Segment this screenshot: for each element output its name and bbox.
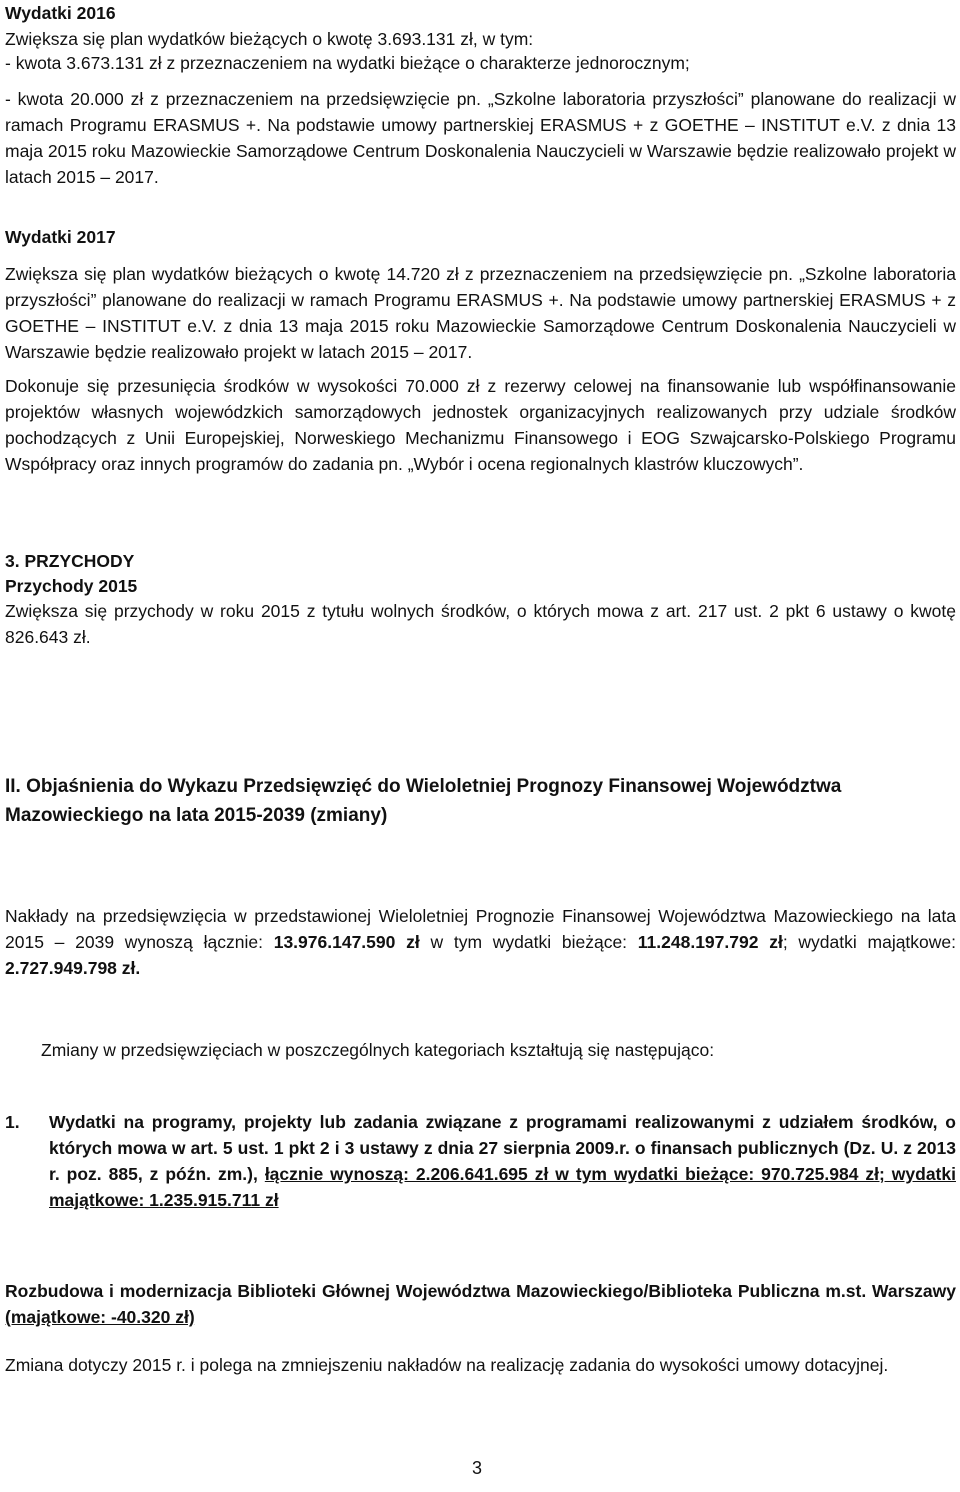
item1-text-main: Wydatki na programy, projekty lub zadania związane z programami realizowanymi z udziałem środków, o których mowa w art. 5 ust. 1 pkt 2 i 3 ustawy z dnia 27 sierpnia 2009.r. o finansach publicznych (Dz. U. z 2013 r. poz. 885, z późn. zm.), [49, 1112, 956, 1184]
przychody-para: Zwiększa się przychody w roku 2015 z tytułu wolnych środków, o których mowa z art. 217 ust. 2 pkt 6 ustawy o kwotę 826.643 zł. [5, 601, 956, 647]
wydatki-2016-line1: Zwiększa się plan wydatków bieżących o kwotę 3.693.131 zł, w tym: [5, 29, 534, 49]
naklady-text-b: w tym wydatki bieżące: [419, 932, 638, 952]
rozbudowa-title [5, 1278, 956, 1330]
zmiana-paragraph: Zmiana dotyczy 2015 r. i polega na zmniejszeniu nakładów na realizację zadania do wysokości umowy dotacyjnej. [5, 1355, 889, 1375]
item1-number: 1. [5, 1112, 20, 1132]
item1-totals: łącznie wynoszą: 2.206.641.695 zł w tym wydatki bieżące: 970.725.984 zł; wydatki majątkowe: 1.235.915.711 zł [49, 1164, 956, 1210]
naklady-biezace: 11.248.197.792 zł [637, 932, 783, 952]
page-number: 3 [472, 1458, 483, 1478]
heading-przychody-2015: Przychody 2015 [5, 576, 138, 596]
rozbudowa-title-text: Rozbudowa i modernizacja Biblioteki Głównej Województwa Mazowieckiego/Biblioteka Publiczna m.st. Warszawy [5, 1281, 956, 1301]
wydatki-2016-line2: - kwota 3.673.131 zł z przeznaczeniem na wydatki bieżące o charakterze jednorocznym; [5, 53, 690, 73]
naklady-total: 13.976.147.590 zł [273, 932, 420, 952]
wydatki-2016-line3: - kwota 20.000 zł z przeznaczeniem na przedsięwzięcie pn. „Szkolne laboratoria przyszłości” planowane do realizacji w ramach Programu ERASMUS +. Na podstawie umowy partnerskiej ERASMUS + z GOETHE – INSTITUT e.V. z dnia 13 maja 2015 roku Mazowieckie Samorządowe Centrum Doskonalenia Nauczycieli w Warszawie będzie realizowało projekt w latach 2015 – 2017. [5, 89, 956, 187]
heading-wydatki-2016: Wydatki 2016 [5, 3, 116, 23]
rozbudowa-amount: (majątkowe: -40.320 zł) [5, 1307, 195, 1327]
naklady-majatkowe: 2.727.949.798 zł. [5, 958, 141, 978]
section-ii-heading: II. Objaśnienia do Wykazu Przedsięwzięć do Wieloletniej Prognozy Finansowej Województwa Mazowieckiego na lata 2015-2039 (zmiany) [5, 776, 842, 826]
zmiany-intro: Zmiany w przedsięwzięciach w poszczególnych kategoriach kształtują się następująco: [41, 1040, 715, 1060]
item1-text [49, 1109, 956, 1213]
naklady-paragraph [5, 903, 956, 981]
heading-wydatki-2017: Wydatki 2017 [5, 227, 116, 247]
wydatki-2017-para2: Dokonuje się przesunięcia środków w wysokości 70.000 zł z rezerwy celowej na finansowanie lub współfinansowanie projektów własnych wojewódzkich samorządowych jednostek organizacyjnych realizowanych przy udziale środków pochodzących z Unii Europejskiej, Norweskiego Mechanizmu Finansowego i EOG Szwajcarsko-Polskiego Programu Współpracy oraz innych programów do zadania pn. „Wybór i ocena regionalnych klastrów kluczowych”. [5, 376, 956, 474]
section-przychody: 3. PRZYCHODY [5, 551, 135, 571]
naklady-text-c: ; wydatki majątkowe: [782, 932, 957, 952]
naklady-text-a: Nakłady na przedsięwzięcia w przedstawionej Wieloletniej Prognozie Finansowej Województwa Mazowieckiego na lata 2015 – 2039 wynoszą łącznie: [5, 906, 956, 952]
wydatki-2017-para1: Zwiększa się plan wydatków bieżących o kwotę 14.720 zł z przeznaczeniem na przedsięwzięcie pn. „Szkolne laboratoria przyszłości” planowane do realizacji w ramach Programu ERASMUS +. Na podstawie umowy partnerskiej ERASMUS + z GOETHE – INSTITUT e.V. z dnia 13 maja 2015 roku Mazowieckie Samorządowe Centrum Doskonalenia Nauczycieli w Warszawie będzie realizowało projekt w latach 2015 – 2017. [5, 264, 956, 362]
